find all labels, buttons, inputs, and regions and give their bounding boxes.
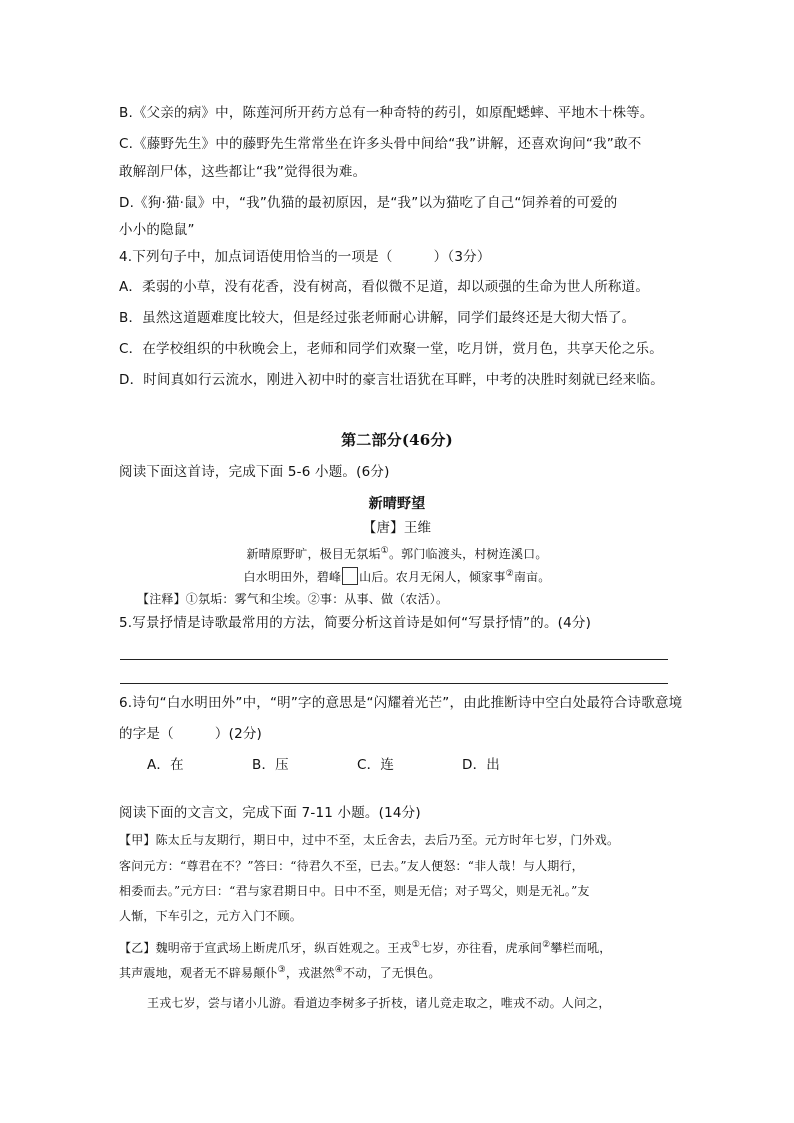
passage-jia-line2: 客问元方：“尊君在不？”答曰：“待君久不至，已去。”友人便怒：“非人哉！与人期行，: [119, 859, 584, 873]
q6-option-a[interactable]: A．在: [147, 757, 184, 773]
passage-yi-line1-b: 七岁，亦往看，虎承间: [420, 941, 543, 955]
footnote-marker: ①: [411, 940, 421, 950]
passage-jia-line1: 【甲】陈太丘与友期行，期日中，过中不至，太丘舍去，去后乃至。元方时年七岁，门外戏。: [119, 833, 620, 847]
poem-author: 【唐】王维: [362, 520, 432, 536]
q6-option-d[interactable]: D．出: [462, 757, 500, 773]
poem-line-1-part-a: 新晴原野旷，极目无氛垢: [246, 547, 381, 561]
q3-option-d-line1: D.《狗·猫·鼠》中，“我”仇猫的最初原因，是“我”以为猫吃了自己“饲养着的可爱的: [119, 195, 618, 211]
footnote-marker: ②: [505, 569, 514, 579]
footnote-marker: ②: [542, 940, 551, 950]
poem-line-2-part-b: 山后。农月无闲人，倾家事: [359, 570, 506, 584]
poem-line-2-part-a: 白水明田外，碧峰: [243, 570, 342, 584]
passage-yi-line1-a: 【乙】魏明帝于宣武场上断虎爪牙，纵百姓观之。王戎: [119, 941, 412, 955]
answer-line-2[interactable]: [120, 683, 668, 684]
passage-yi-line2-c: 不动，了无惧色。: [342, 966, 441, 980]
q4-option-b: B．虽然这道题难度比较大，但是经过张老师耐心讲解，同学们最终还是大彻大悟了。: [119, 310, 636, 326]
poem-line-2: [0, 565, 794, 586]
q6-option-b[interactable]: B．压: [252, 757, 289, 773]
q3-option-b: B.《父亲的病》中，陈莲河所开药方总有一种奇特的药引，如原配蟋蟀、平地木十株等。: [119, 105, 654, 121]
blank-box: [342, 567, 358, 585]
poem-line-2-part-c: 南亩。: [513, 570, 551, 584]
q3-option-c-line2: 敢解剖尸体，这些都让“我”觉得很为难。: [119, 164, 367, 180]
classical-reading-intro: 阅读下面的文言文，完成下面 7-11 小题。(14分): [119, 805, 421, 821]
passage-jia-line3: 相委而去。”元方曰：“君与家君期日中。日中不至，则是无信；对子骂父，则是无礼。”友: [119, 884, 590, 898]
poem-line-1: [0, 542, 794, 563]
passage-yi-line2: [119, 961, 441, 982]
footnote-marker: ③: [277, 965, 286, 975]
footnote-marker: ①: [380, 546, 389, 556]
poem-reading-intro: 阅读下面这首诗，完成下面 5-6 小题。(6分): [119, 464, 390, 480]
footnote-marker: ④: [334, 965, 343, 975]
passage-extra-line1: 王戎七岁，尝与诸小儿游。看道边李树多子折枝，诸儿竞走取之，唯戎不动。人问之，: [147, 996, 611, 1010]
passage-yi-line2-a: 其声震地，观者无不辟易颠仆: [119, 966, 278, 980]
passage-yi-line1-c: 攀栏而吼，: [550, 941, 612, 955]
part2-heading: 第二部分(46分): [341, 431, 453, 449]
passage-yi-line1: [119, 936, 611, 957]
q6-stem-line2: 的字是（ ）(2分): [119, 726, 263, 742]
passage-yi-line2-b: ，戎湛然: [285, 966, 335, 980]
q4-option-a: A．柔弱的小草，没有花香，没有树高，看似微不足道，却以顽强的生命为世人所称道。: [119, 279, 650, 295]
q6-stem-line1: 6.诗句“白水明田外”中，“明”字的意思是“闪耀着光芒”，由此推断诗中空白处最符合诗歌意境: [119, 695, 683, 711]
q4-stem: 4.下列句子中，加点词语使用恰当的一项是（ ）（3分）: [119, 249, 491, 265]
q5-stem: 5.写景抒情是诗歌最常用的方法，简要分析这首诗是如何“写景抒情”的。(4分): [119, 615, 592, 631]
passage-jia-line4: 人惭，下车引之，元方入门不顾。: [119, 909, 303, 923]
q3-option-d-line2: 小小的隐鼠”: [119, 222, 195, 238]
q6-option-c[interactable]: C．连: [357, 757, 395, 773]
poem-note: 【注释】①氛垢：雾气和尘埃。②事：从事、做（农活）。: [137, 592, 449, 606]
q6-options: [147, 756, 567, 774]
q3-option-c-line1: C.《藤野先生》中的藤野先生常常坐在许多头骨中间给“我”讲解，还喜欢询问“我”敢不: [119, 136, 642, 152]
poem-title: 新晴野望: [368, 496, 426, 512]
q4-option-d: D．时间真如行云流水，刚进入初中时的豪言壮语犹在耳畔，中考的决胜时刻就已经来临。: [119, 372, 664, 388]
poem-line-1-part-b: 。郭门临渡头，村树连溪口。: [388, 547, 548, 561]
answer-line-1[interactable]: [120, 659, 668, 660]
q4-option-c: C．在学校组织的中秋晚会上，老师和同学们欢聚一堂，吃月饼，赏月色，共享天伦之乐。: [119, 341, 663, 357]
